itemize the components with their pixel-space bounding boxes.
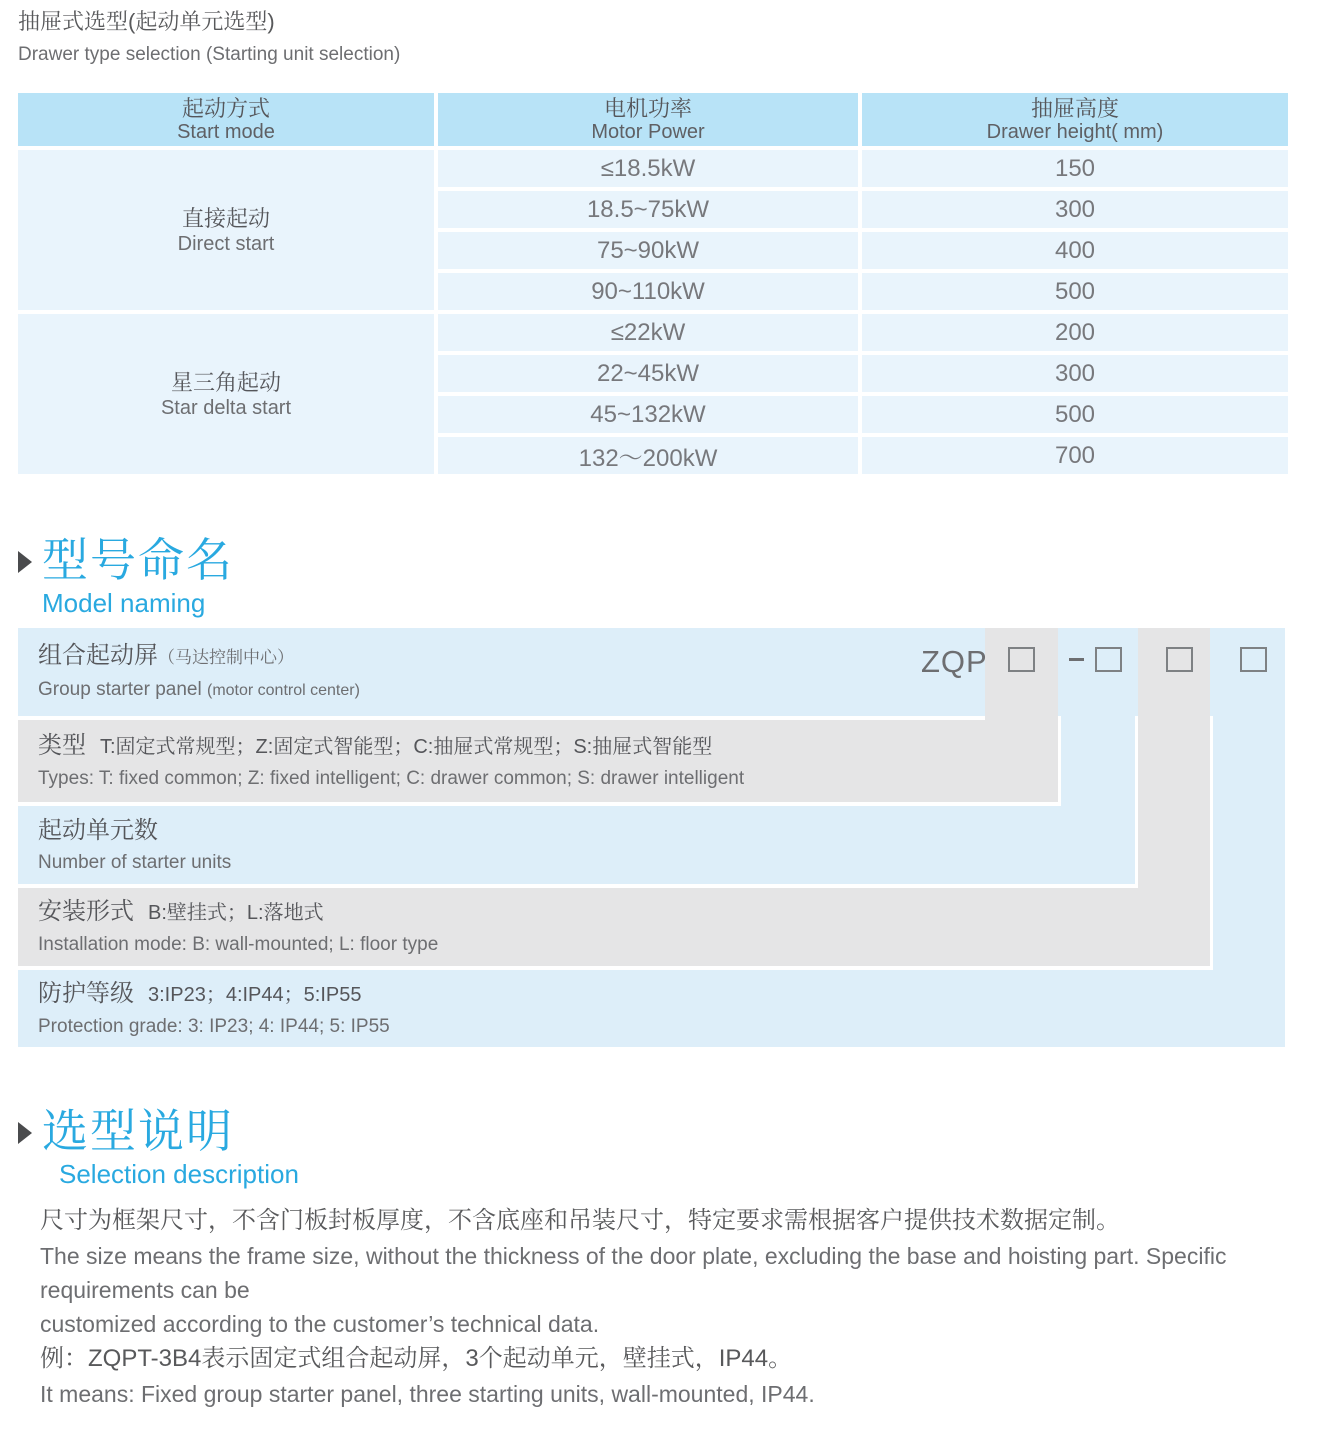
motor-power-cell: 132～200kW: [438, 437, 858, 474]
ladder-zh-label: 组合起动屏: [38, 642, 158, 669]
note-line: 尺寸为框架尺寸，不含门板封板厚度，不含底座和吊装尺寸，特定要求需根据客户提供技术数据定制。: [40, 1207, 1120, 1234]
motor-power-cell: ≤18.5kW: [438, 150, 858, 187]
motor-power-cell: 18.5~75kW: [438, 191, 858, 228]
model-code-box-installation: [1166, 647, 1193, 672]
group-cell-direct-start: [18, 150, 434, 310]
note-line: It means: Fixed group starter panel, three starting units, wall-mounted, IP44.: [40, 1381, 815, 1407]
group-label-zh: 星三角起动: [170, 369, 281, 395]
ladder-en-label: Types: T: fixed common; Z: fixed intelligent; C: drawer common; S: drawer intelligent: [38, 768, 745, 789]
column-header-motor-power: [438, 93, 858, 146]
header-zh: 起动方式: [181, 95, 270, 121]
page-title-en: Drawer type selection (Starting unit selection): [18, 44, 401, 65]
group-label-en: Star delta start: [160, 396, 292, 419]
ladder-en-label: Group starter panel: [38, 679, 207, 700]
ladder-zh-desc: B:壁挂式；L:落地式: [148, 902, 324, 924]
ladder-en-note: (motor control center): [206, 682, 360, 699]
motor-power-cell: 45~132kW: [438, 396, 858, 433]
section-bullet-triangle-icon: [18, 551, 32, 573]
header-zh: 抽屉高度: [1030, 95, 1119, 121]
section-title-zh: 型号命名: [42, 534, 234, 586]
drawer-height-cell: 300: [862, 355, 1288, 392]
ladder-en-label: Installation mode: B: wall-mounted; L: floor type: [38, 934, 439, 955]
section-title-zh: 选型说明: [42, 1105, 234, 1157]
model-code-box-type: [1008, 647, 1035, 672]
ladder-zh-desc: T:固定式常规型；Z:固定式智能型；C:抽屉式常规型；S:抽屉式智能型: [100, 736, 713, 758]
header-en: Drawer height( mm): [986, 120, 1164, 143]
section-title-en: Selection description: [59, 1159, 299, 1189]
model-code-dash: [1069, 658, 1084, 661]
header-en: Motor Power: [591, 120, 705, 143]
model-naming-section-header: [18, 534, 1290, 618]
note-line: 例：ZQPT-3B4表示固定式组合起动屏，3个起动单元，壁挂式，IP44。: [40, 1345, 793, 1372]
group-cell-star-delta-start: [18, 314, 434, 474]
ladder-row-starter-units: [18, 806, 1135, 884]
ladder-zh-label: 类型: [38, 732, 86, 759]
ladder-row-protection-grade: [18, 970, 1285, 1047]
selection-description-section-header: [18, 1105, 1290, 1189]
motor-power-cell: 75~90kW: [438, 232, 858, 269]
page-title-zh: 抽屉式选型(起动单元选型): [18, 9, 275, 34]
group-label-en: Direct start: [177, 232, 275, 255]
group-label-zh: 直接起动: [181, 205, 270, 231]
motor-power-cell: ≤22kW: [438, 314, 858, 351]
selection-notes: [18, 1203, 1290, 1411]
section-title-en: Model naming: [42, 588, 206, 618]
ladder-zh-label: 起动单元数: [38, 816, 158, 844]
motor-power-cell: 90~110kW: [438, 273, 858, 310]
ladder-row-installation-mode: [18, 888, 1210, 966]
model-code-box-protection: [1240, 647, 1267, 672]
header-en: Start mode: [177, 120, 275, 143]
drawer-selection-table: [18, 93, 1288, 474]
drawer-height-cell: 150: [862, 150, 1288, 187]
section-bullet-triangle-icon: [18, 1122, 32, 1144]
drawer-height-cell: 500: [862, 273, 1288, 310]
ladder-zh-desc: 3:IP23；4:IP44；5:IP55: [148, 983, 362, 1006]
ladder-zh-label: 安装形式: [38, 898, 134, 925]
drawer-height-cell: 400: [862, 232, 1288, 269]
ladder-zh-note: （马达控制中心）: [158, 648, 294, 667]
drawer-height-cell: 300: [862, 191, 1288, 228]
ladder-row-types: [18, 720, 1058, 802]
model-code-box-units: [1095, 647, 1122, 672]
drawer-height-cell: 700: [862, 437, 1288, 474]
ladder-column-stripe-installation: [1138, 628, 1210, 966]
drawer-height-cell: 500: [862, 396, 1288, 433]
ladder-column-stripe-protection: [1213, 628, 1285, 1047]
ladder-en-label: Protection grade: 3: IP23; 4: IP44; 5: IP55: [38, 1015, 390, 1037]
column-header-drawer-height: [862, 93, 1288, 146]
column-header-start-mode: [18, 93, 434, 146]
ladder-zh-label: 防护等级: [38, 979, 134, 1007]
ladder-en-label: Number of starter units: [38, 851, 232, 873]
drawer-height-cell: 200: [862, 314, 1288, 351]
header-zh: 电机功率: [603, 95, 692, 121]
note-line: The size means the frame size, without the thickness of the door plate, excluding the base and hoisting part. Specific requirements can be: [40, 1243, 1227, 1303]
note-line: customized according to the customer’s technical data.: [40, 1311, 600, 1337]
model-code-prefix: ZQP: [921, 644, 988, 679]
model-naming-diagram: [18, 628, 1288, 1047]
motor-power-cell: 22~45kW: [438, 355, 858, 392]
